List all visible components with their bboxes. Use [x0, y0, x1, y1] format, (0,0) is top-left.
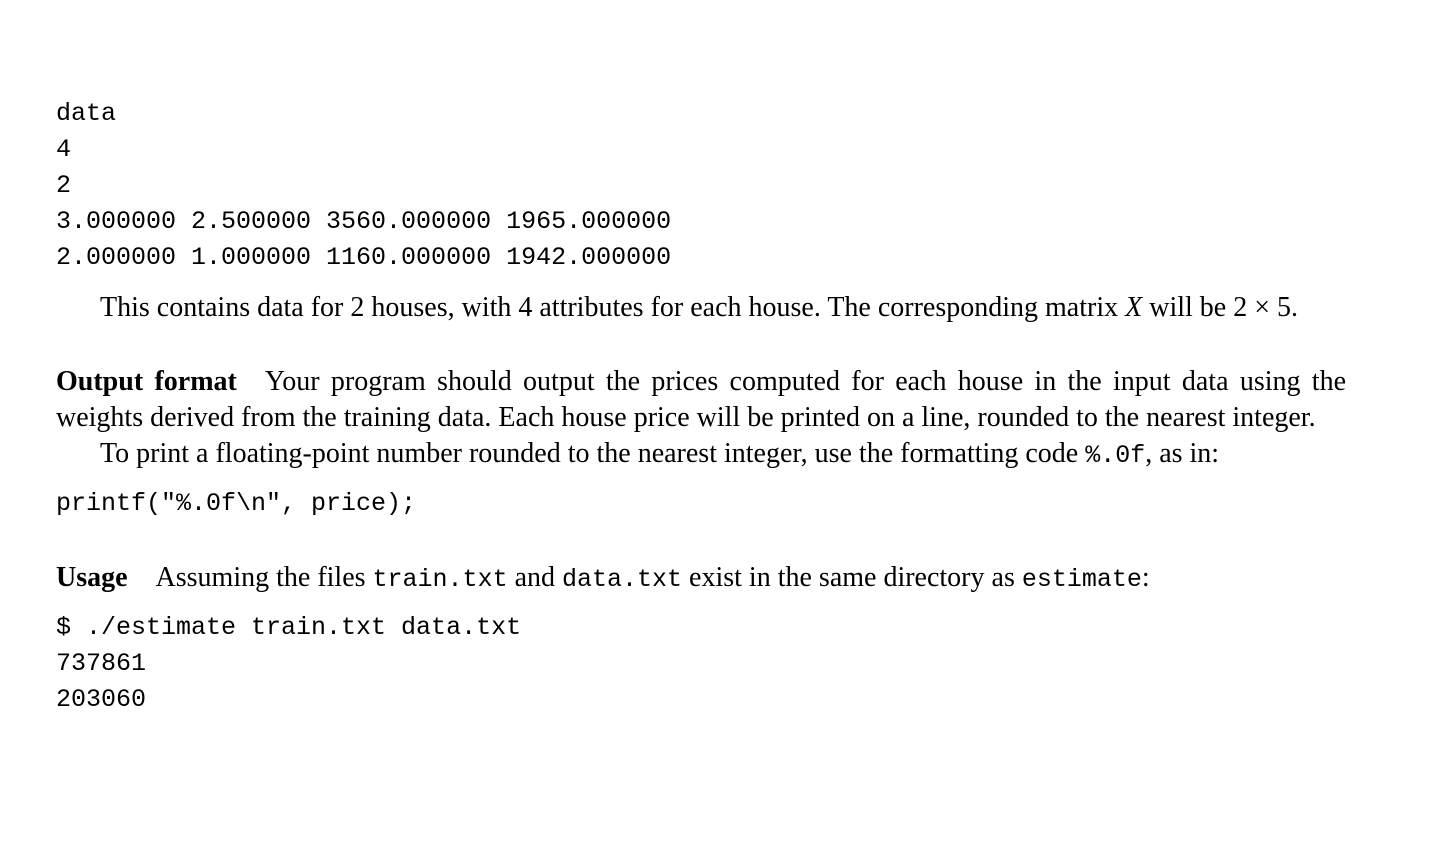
matrix-variable: X: [1125, 292, 1143, 323]
usage-heading: Usage: [56, 562, 128, 593]
printf-example: printf("%.0f\n", price);: [56, 489, 417, 518]
format-code: %.0f: [1085, 441, 1146, 470]
data-file-line: 2: [56, 171, 72, 200]
terminal-output-line: 203060: [56, 685, 147, 714]
usage-text: Assuming the files: [155, 562, 373, 593]
usage-text: exist in the same directory as: [682, 562, 1022, 593]
description-paragraph: [56, 290, 1346, 326]
usage-paragraph: [56, 560, 1346, 598]
terminal-session: [56, 610, 1346, 718]
data-file-line: 2.000000 1.000000 1160.000000 1942.000000: [56, 243, 672, 272]
data-file-listing: [56, 96, 1346, 276]
output-format-heading: Output format: [56, 366, 237, 397]
rounding-text: To print a floating-point number rounded to the nearest integer, use the formatting code: [100, 438, 1086, 469]
description-text: This contains data for 2 houses, with 4 attributes for each house. The corresponding matrix: [100, 292, 1126, 323]
document-page: [56, 96, 1346, 718]
terminal-output-line: 737861: [56, 649, 147, 678]
usage-text: :: [1141, 562, 1150, 593]
program-name: estimate: [1021, 565, 1142, 594]
data-file-name: data.txt: [562, 565, 683, 594]
data-file-line: 3.000000 2.500000 3560.000000 1965.000000: [56, 207, 672, 236]
data-file-line: data: [56, 99, 117, 128]
output-format-text: Your program should output the prices computed for each house in the input data using the weights derived from the training data. Each house price will be printed on a line, rounded to the nearest integer.: [56, 366, 1346, 433]
output-format-paragraph: [56, 364, 1346, 436]
rounding-text-end: , as in:: [1145, 438, 1220, 469]
terminal-command: $ ./estimate train.txt data.txt: [56, 613, 522, 642]
description-text-end: will be 2 × 5.: [1142, 292, 1299, 323]
rounding-paragraph: [56, 436, 1346, 474]
usage-text: and: [507, 562, 563, 593]
data-file-line: 4: [56, 135, 72, 164]
train-file-name: train.txt: [372, 565, 508, 594]
